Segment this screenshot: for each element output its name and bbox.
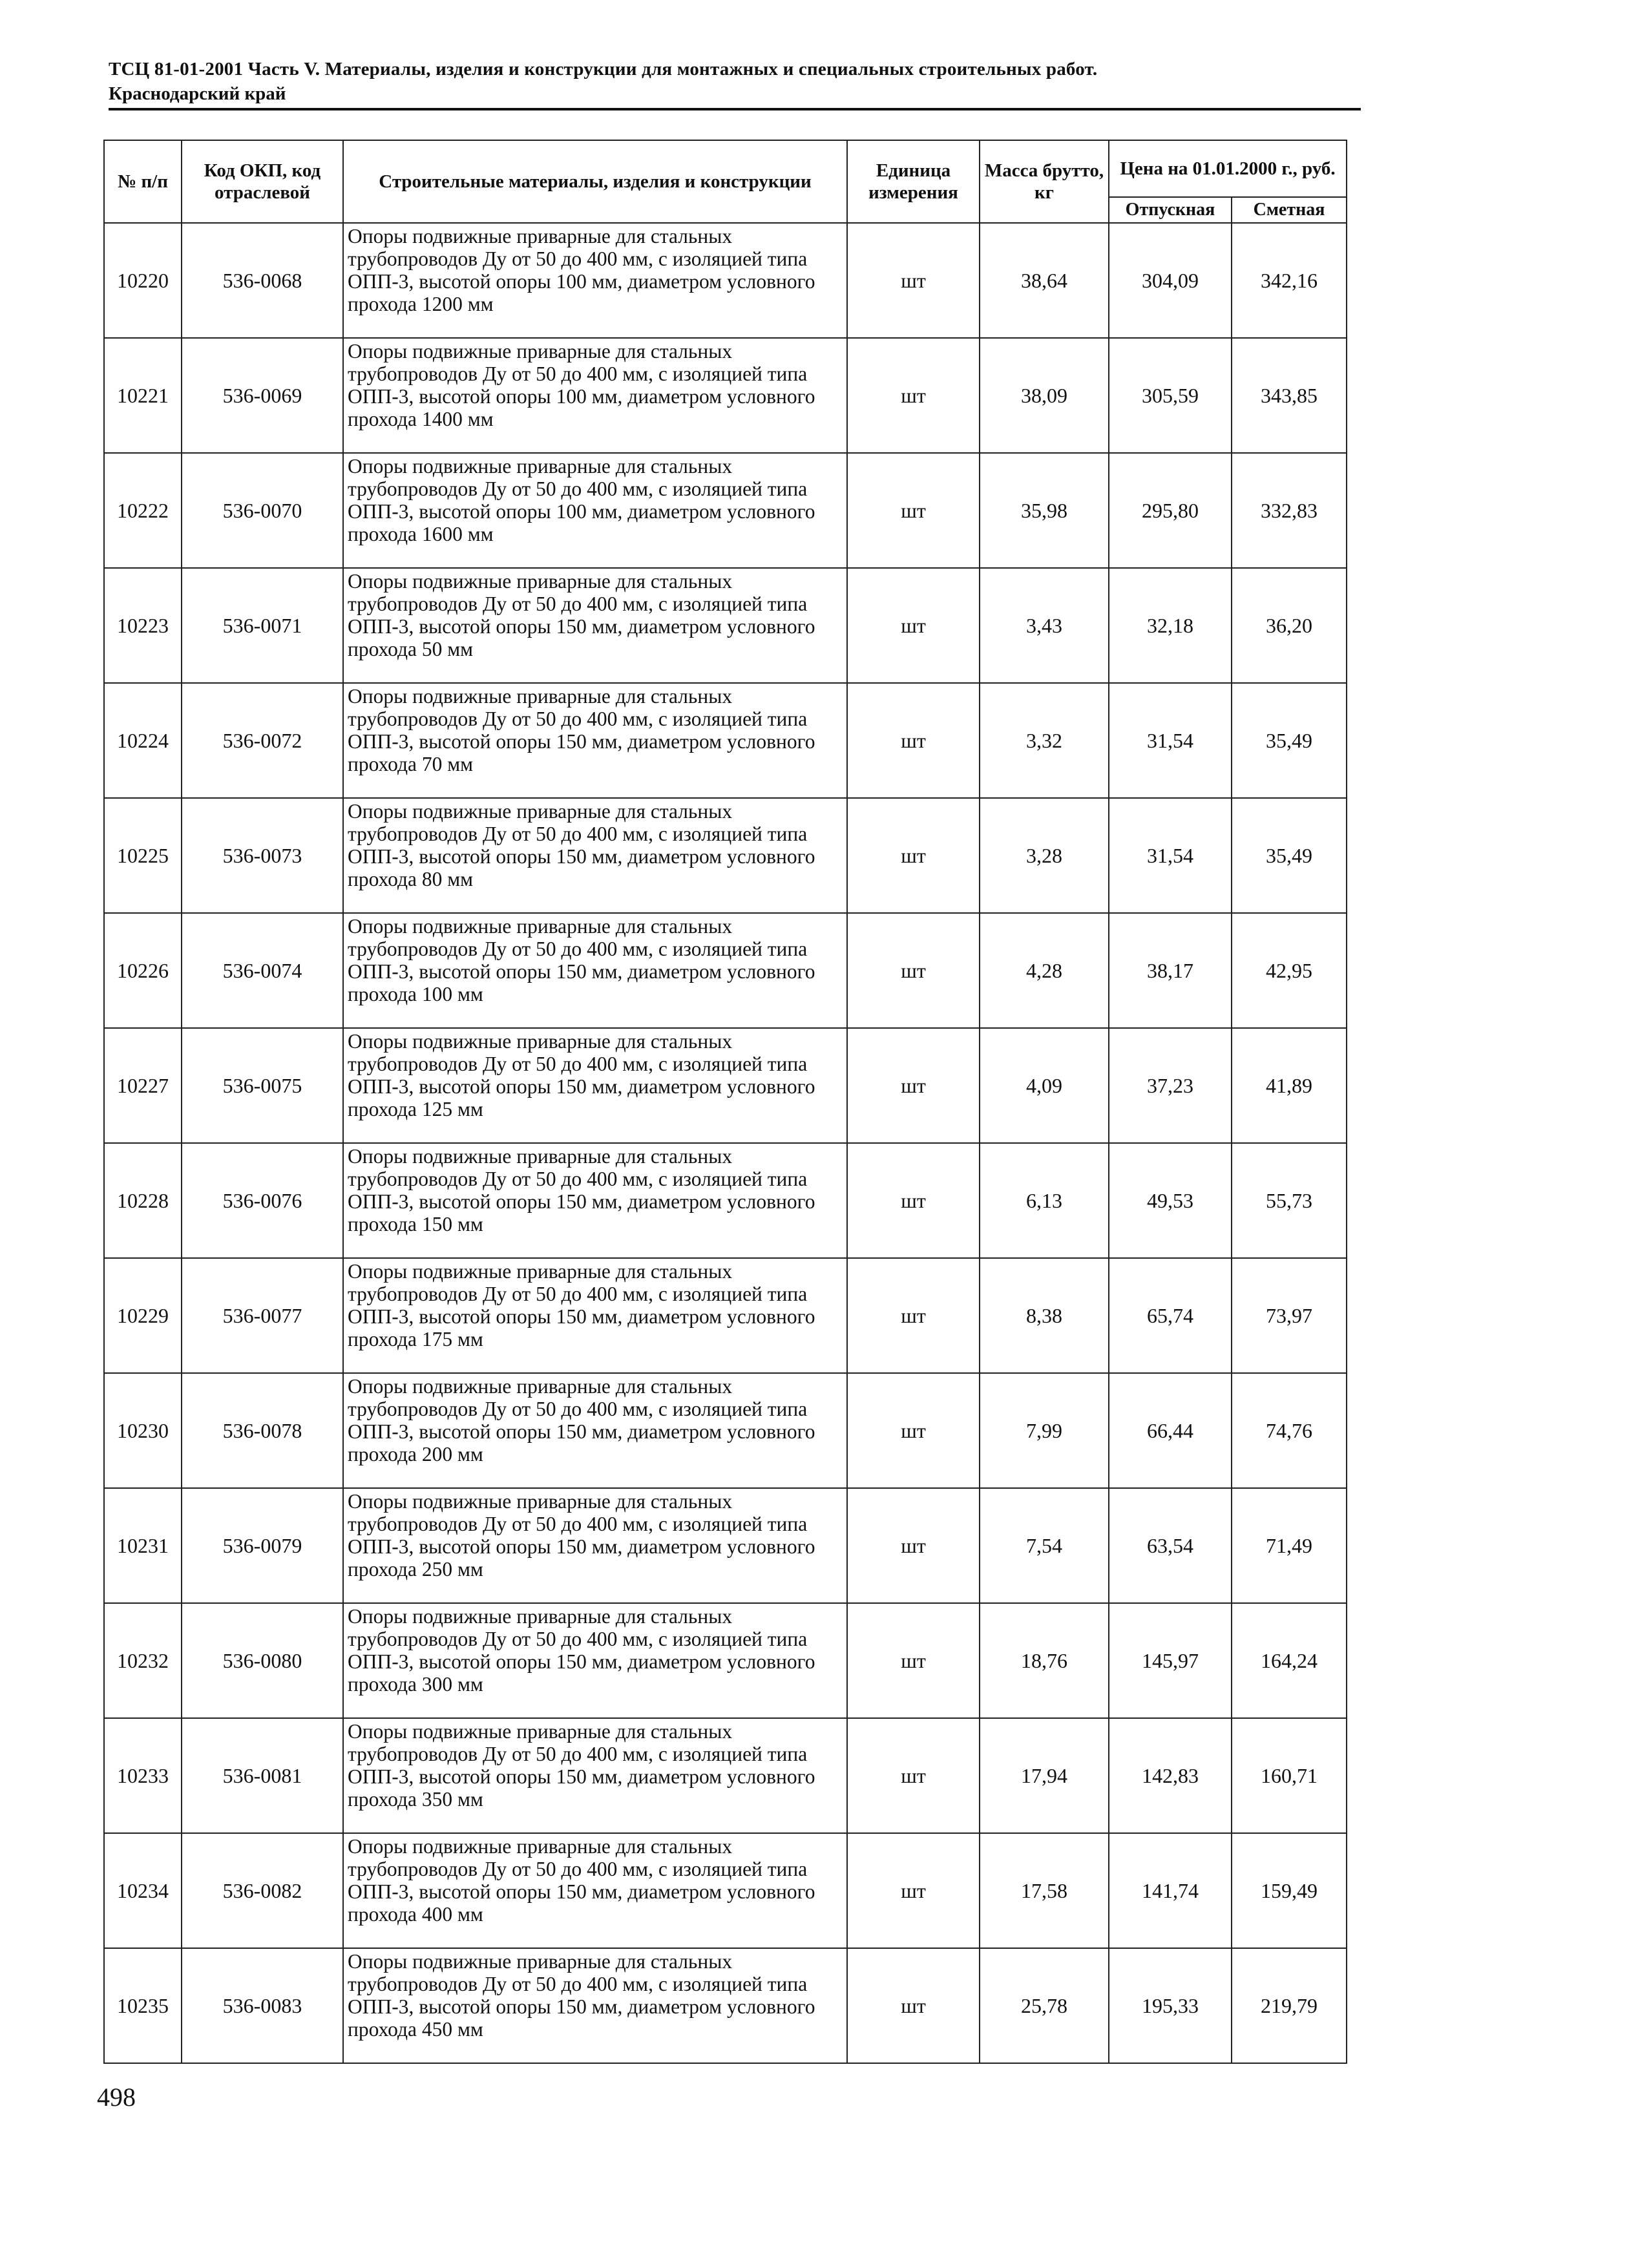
description-cell: Опоры подвижные приварные для стальных трубопроводов Ду от 50 до 400 мм, с изоляцией типа ОПП-3, высотой опоры 150 мм, диаметром условного прохода 450 мм bbox=[343, 1948, 847, 2063]
mass-cell: 4,28 bbox=[980, 913, 1109, 1028]
estimate-price-cell: 36,20 bbox=[1232, 568, 1347, 683]
okp-code-cell: 536-0076 bbox=[182, 1143, 343, 1258]
estimate-price-cell: 219,79 bbox=[1232, 1948, 1347, 2063]
mass-cell: 3,28 bbox=[980, 798, 1109, 913]
okp-code-cell: 536-0074 bbox=[182, 913, 343, 1028]
release-price-cell: 295,80 bbox=[1109, 453, 1232, 568]
unit-cell: шт bbox=[847, 1258, 980, 1373]
row-number-cell: 10228 bbox=[104, 1143, 182, 1258]
description-cell: Опоры подвижные приварные для стальных трубопроводов Ду от 50 до 400 мм, с изоляцией типа ОПП-3, высотой опоры 150 мм, диаметром условного прохода 100 мм bbox=[343, 913, 847, 1028]
release-price-cell: 31,54 bbox=[1109, 798, 1232, 913]
column-header-price-release: Отпускная bbox=[1109, 197, 1232, 223]
mass-cell: 8,38 bbox=[980, 1258, 1109, 1373]
release-price-cell: 37,23 bbox=[1109, 1028, 1232, 1143]
mass-cell: 7,54 bbox=[980, 1488, 1109, 1603]
column-header-mass: Масса брутто, кг bbox=[980, 140, 1109, 223]
mass-cell: 4,09 bbox=[980, 1028, 1109, 1143]
estimate-price-cell: 160,71 bbox=[1232, 1718, 1347, 1833]
description-cell: Опоры подвижные приварные для стальных трубопроводов Ду от 50 до 400 мм, с изоляцией типа ОПП-3, высотой опоры 150 мм, диаметром условного прохода 175 мм bbox=[343, 1258, 847, 1373]
unit-cell: шт bbox=[847, 568, 980, 683]
unit-cell: шт bbox=[847, 338, 980, 453]
column-header-price-estimate: Сметная bbox=[1232, 197, 1347, 223]
row-number-cell: 10234 bbox=[104, 1833, 182, 1948]
mass-cell: 3,32 bbox=[980, 683, 1109, 798]
release-price-cell: 305,59 bbox=[1109, 338, 1232, 453]
description-cell: Опоры подвижные приварные для стальных трубопроводов Ду от 50 до 400 мм, с изоляцией типа ОПП-3, высотой опоры 150 мм, диаметром условного прохода 150 мм bbox=[343, 1143, 847, 1258]
okp-code-cell: 536-0079 bbox=[182, 1488, 343, 1603]
description-cell: Опоры подвижные приварные для стальных трубопроводов Ду от 50 до 400 мм, с изоляцией типа ОПП-3, высотой опоры 150 мм, диаметром условного прохода 50 мм bbox=[343, 568, 847, 683]
unit-cell: шт bbox=[847, 1143, 980, 1258]
table-row bbox=[104, 223, 1347, 338]
unit-cell: шт bbox=[847, 1948, 980, 2063]
release-price-cell: 65,74 bbox=[1109, 1258, 1232, 1373]
description-cell: Опоры подвижные приварные для стальных трубопроводов Ду от 50 до 400 мм, с изоляцией типа ОПП-3, высотой опоры 100 мм, диаметром условного прохода 1200 мм bbox=[343, 223, 847, 338]
row-number-cell: 10235 bbox=[104, 1948, 182, 2063]
estimate-price-cell: 164,24 bbox=[1232, 1603, 1347, 1718]
unit-cell: шт bbox=[847, 798, 980, 913]
description-cell: Опоры подвижные приварные для стальных трубопроводов Ду от 50 до 400 мм, с изоляцией типа ОПП-3, высотой опоры 100 мм, диаметром условного прохода 1600 мм bbox=[343, 453, 847, 568]
mass-cell: 3,43 bbox=[980, 568, 1109, 683]
region-subtitle: Краснодарский край bbox=[109, 83, 286, 104]
description-cell: Опоры подвижные приварные для стальных трубопроводов Ду от 50 до 400 мм, с изоляцией типа ОПП-3, высотой опоры 150 мм, диаметром условного прохода 80 мм bbox=[343, 798, 847, 913]
row-number-cell: 10233 bbox=[104, 1718, 182, 1833]
mass-cell: 35,98 bbox=[980, 453, 1109, 568]
column-header-code: Код ОКП, код отраслевой bbox=[182, 140, 343, 223]
okp-code-cell: 536-0075 bbox=[182, 1028, 343, 1143]
table-row bbox=[104, 798, 1347, 913]
unit-cell: шт bbox=[847, 1028, 980, 1143]
release-price-cell: 31,54 bbox=[1109, 683, 1232, 798]
row-number-cell: 10221 bbox=[104, 338, 182, 453]
table-row bbox=[104, 453, 1347, 568]
mass-cell: 7,99 bbox=[980, 1373, 1109, 1488]
table-row bbox=[104, 683, 1347, 798]
table-row bbox=[104, 1143, 1347, 1258]
unit-cell: шт bbox=[847, 223, 980, 338]
okp-code-cell: 536-0070 bbox=[182, 453, 343, 568]
description-cell: Опоры подвижные приварные для стальных трубопроводов Ду от 50 до 400 мм, с изоляцией типа ОПП-3, высотой опоры 150 мм, диаметром условного прохода 300 мм bbox=[343, 1603, 847, 1718]
unit-cell: шт bbox=[847, 1488, 980, 1603]
description-cell: Опоры подвижные приварные для стальных трубопроводов Ду от 50 до 400 мм, с изоляцией типа ОПП-3, высотой опоры 150 мм, диаметром условного прохода 70 мм bbox=[343, 683, 847, 798]
estimate-price-cell: 41,89 bbox=[1232, 1028, 1347, 1143]
table-row bbox=[104, 1028, 1347, 1143]
estimate-price-cell: 342,16 bbox=[1232, 223, 1347, 338]
unit-cell: шт bbox=[847, 683, 980, 798]
release-price-cell: 145,97 bbox=[1109, 1603, 1232, 1718]
description-cell: Опоры подвижные приварные для стальных трубопроводов Ду от 50 до 400 мм, с изоляцией типа ОПП-3, высотой опоры 150 мм, диаметром условного прохода 200 мм bbox=[343, 1373, 847, 1488]
mass-cell: 17,94 bbox=[980, 1718, 1109, 1833]
okp-code-cell: 536-0071 bbox=[182, 568, 343, 683]
release-price-cell: 141,74 bbox=[1109, 1833, 1232, 1948]
table-row bbox=[104, 1603, 1347, 1718]
description-cell: Опоры подвижные приварные для стальных трубопроводов Ду от 50 до 400 мм, с изоляцией типа ОПП-3, высотой опоры 100 мм, диаметром условного прохода 1400 мм bbox=[343, 338, 847, 453]
table-row bbox=[104, 1833, 1347, 1948]
mass-cell: 38,09 bbox=[980, 338, 1109, 453]
row-number-cell: 10222 bbox=[104, 453, 182, 568]
release-price-cell: 304,09 bbox=[1109, 223, 1232, 338]
row-number-cell: 10223 bbox=[104, 568, 182, 683]
page-number: 498 bbox=[97, 2083, 136, 2112]
column-header-unit: Единица измерения bbox=[847, 140, 980, 223]
header-rule bbox=[109, 108, 1361, 110]
mass-cell: 17,58 bbox=[980, 1833, 1109, 1948]
estimate-price-cell: 73,97 bbox=[1232, 1258, 1347, 1373]
okp-code-cell: 536-0069 bbox=[182, 338, 343, 453]
release-price-cell: 49,53 bbox=[1109, 1143, 1232, 1258]
mass-cell: 38,64 bbox=[980, 223, 1109, 338]
release-price-cell: 195,33 bbox=[1109, 1948, 1232, 2063]
description-cell: Опоры подвижные приварные для стальных трубопроводов Ду от 50 до 400 мм, с изоляцией типа ОПП-3, высотой опоры 150 мм, диаметром условного прохода 400 мм bbox=[343, 1833, 847, 1948]
okp-code-cell: 536-0068 bbox=[182, 223, 343, 338]
estimate-price-cell: 74,76 bbox=[1232, 1373, 1347, 1488]
okp-code-cell: 536-0073 bbox=[182, 798, 343, 913]
unit-cell: шт bbox=[847, 1603, 980, 1718]
estimate-price-cell: 55,73 bbox=[1232, 1143, 1347, 1258]
okp-code-cell: 536-0078 bbox=[182, 1373, 343, 1488]
table-row bbox=[104, 1948, 1347, 2063]
page-header bbox=[109, 57, 1362, 106]
table-body bbox=[104, 223, 1347, 2063]
estimate-price-cell: 332,83 bbox=[1232, 453, 1347, 568]
column-header-name: Строительные материалы, изделия и конструкции bbox=[343, 140, 847, 223]
description-cell: Опоры подвижные приварные для стальных трубопроводов Ду от 50 до 400 мм, с изоляцией типа ОПП-3, высотой опоры 150 мм, диаметром условного прохода 125 мм bbox=[343, 1028, 847, 1143]
estimate-price-cell: 35,49 bbox=[1232, 683, 1347, 798]
table-row bbox=[104, 1373, 1347, 1488]
estimate-price-cell: 159,49 bbox=[1232, 1833, 1347, 1948]
row-number-cell: 10232 bbox=[104, 1603, 182, 1718]
mass-cell: 6,13 bbox=[980, 1143, 1109, 1258]
okp-code-cell: 536-0082 bbox=[182, 1833, 343, 1948]
okp-code-cell: 536-0083 bbox=[182, 1948, 343, 2063]
table-header bbox=[104, 140, 1347, 223]
table-row bbox=[104, 913, 1347, 1028]
table-row bbox=[104, 1718, 1347, 1833]
column-header-num: № п/п bbox=[104, 140, 182, 223]
mass-cell: 25,78 bbox=[980, 1948, 1109, 2063]
release-price-cell: 63,54 bbox=[1109, 1488, 1232, 1603]
unit-cell: шт bbox=[847, 1833, 980, 1948]
unit-cell: шт bbox=[847, 1373, 980, 1488]
okp-code-cell: 536-0072 bbox=[182, 683, 343, 798]
row-number-cell: 10229 bbox=[104, 1258, 182, 1373]
price-table bbox=[103, 140, 1347, 2064]
estimate-price-cell: 343,85 bbox=[1232, 338, 1347, 453]
okp-code-cell: 536-0080 bbox=[182, 1603, 343, 1718]
okp-code-cell: 536-0077 bbox=[182, 1258, 343, 1373]
table-row bbox=[104, 1258, 1347, 1373]
row-number-cell: 10220 bbox=[104, 223, 182, 338]
release-price-cell: 38,17 bbox=[1109, 913, 1232, 1028]
okp-code-cell: 536-0081 bbox=[182, 1718, 343, 1833]
unit-cell: шт bbox=[847, 913, 980, 1028]
table-row bbox=[104, 338, 1347, 453]
estimate-price-cell: 35,49 bbox=[1232, 798, 1347, 913]
release-price-cell: 142,83 bbox=[1109, 1718, 1232, 1833]
estimate-price-cell: 42,95 bbox=[1232, 913, 1347, 1028]
unit-cell: шт bbox=[847, 453, 980, 568]
document-title: ТСЦ 81-01-2001 Часть V. Материалы, изделия и конструкции для монтажных и специальных строительных работ. bbox=[109, 59, 1098, 79]
unit-cell: шт bbox=[847, 1718, 980, 1833]
row-number-cell: 10227 bbox=[104, 1028, 182, 1143]
row-number-cell: 10225 bbox=[104, 798, 182, 913]
table-row bbox=[104, 568, 1347, 683]
release-price-cell: 32,18 bbox=[1109, 568, 1232, 683]
row-number-cell: 10230 bbox=[104, 1373, 182, 1488]
table-row bbox=[104, 1488, 1347, 1603]
release-price-cell: 66,44 bbox=[1109, 1373, 1232, 1488]
row-number-cell: 10231 bbox=[104, 1488, 182, 1603]
row-number-cell: 10226 bbox=[104, 913, 182, 1028]
estimate-price-cell: 71,49 bbox=[1232, 1488, 1347, 1603]
description-cell: Опоры подвижные приварные для стальных трубопроводов Ду от 50 до 400 мм, с изоляцией типа ОПП-3, высотой опоры 150 мм, диаметром условного прохода 350 мм bbox=[343, 1718, 847, 1833]
description-cell: Опоры подвижные приварные для стальных трубопроводов Ду от 50 до 400 мм, с изоляцией типа ОПП-3, высотой опоры 150 мм, диаметром условного прохода 250 мм bbox=[343, 1488, 847, 1603]
mass-cell: 18,76 bbox=[980, 1603, 1109, 1718]
column-header-price: Цена на 01.01.2000 г., руб. bbox=[1109, 140, 1347, 197]
row-number-cell: 10224 bbox=[104, 683, 182, 798]
